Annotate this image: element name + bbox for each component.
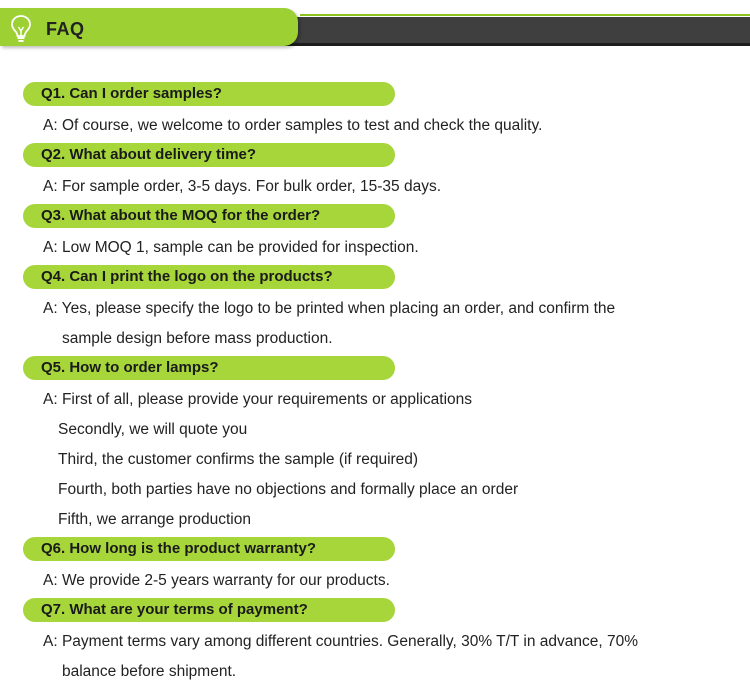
faq-header [0, 0, 750, 54]
faq-answer-line: A: Of course, we welcome to order samples to test and check the quality. [43, 117, 543, 134]
faq-answer [43, 172, 710, 202]
faq-answer [43, 111, 710, 141]
faq-answer [43, 233, 710, 263]
faq-answer-line: Secondly, we will quote you [58, 421, 248, 438]
header-dark-band [280, 17, 750, 46]
faq-item [0, 537, 750, 596]
faq-answer-line: A: First of all, please provide your requirements or applications [43, 391, 473, 408]
faq-item [0, 143, 750, 202]
faq-answer-line: Fifth, we arrange production [58, 511, 251, 528]
faq-item [0, 265, 750, 354]
faq-answer-line: A: Payment terms vary among different countries. Generally, 30% T/T in advance, 70% [43, 633, 639, 650]
faq-answer-line: A: We provide 2-5 years warranty for our products. [43, 572, 390, 589]
faq-question: Q6. How long is the product warranty? [23, 537, 395, 561]
faq-question: Q5. How to order lamps? [23, 356, 395, 380]
faq-answer-line: balance before shipment. [62, 663, 237, 680]
header-accent-line [300, 14, 750, 16]
faq-item [0, 204, 750, 263]
faq-answer-line: A: Low MOQ 1, sample can be provided for inspection. [43, 239, 419, 256]
faq-answer-line: sample design before mass production. [62, 330, 333, 347]
faq-question: Q4. Can I print the logo on the products? [23, 265, 395, 289]
page-title: FAQ [46, 19, 85, 39]
faq-answer-line: Third, the customer confirms the sample (if required) [58, 451, 419, 468]
lightbulb-icon [9, 14, 33, 44]
faq-answer [43, 294, 710, 354]
faq-item [0, 598, 750, 687]
faq-answer-line: A: For sample order, 3-5 days. For bulk order, 15-35 days. [43, 178, 442, 195]
header-tab [0, 8, 298, 46]
faq-answer-line: Fourth, both parties have no objections and formally place an order [58, 481, 519, 498]
faq-question: Q1. Can I order samples? [23, 82, 395, 106]
faq-list [0, 80, 750, 687]
faq-answer [43, 627, 710, 687]
faq-question: Q7. What are your terms of payment? [23, 598, 395, 622]
faq-question: Q3. What about the MOQ for the order? [23, 204, 395, 228]
faq-answer-line: A: Yes, please specify the logo to be printed when placing an order, and confirm the [43, 300, 616, 317]
faq-answer [43, 385, 710, 535]
faq-question: Q2. What about delivery time? [23, 143, 395, 167]
faq-item [0, 356, 750, 535]
faq-answer [43, 566, 710, 596]
faq-item [0, 82, 750, 141]
